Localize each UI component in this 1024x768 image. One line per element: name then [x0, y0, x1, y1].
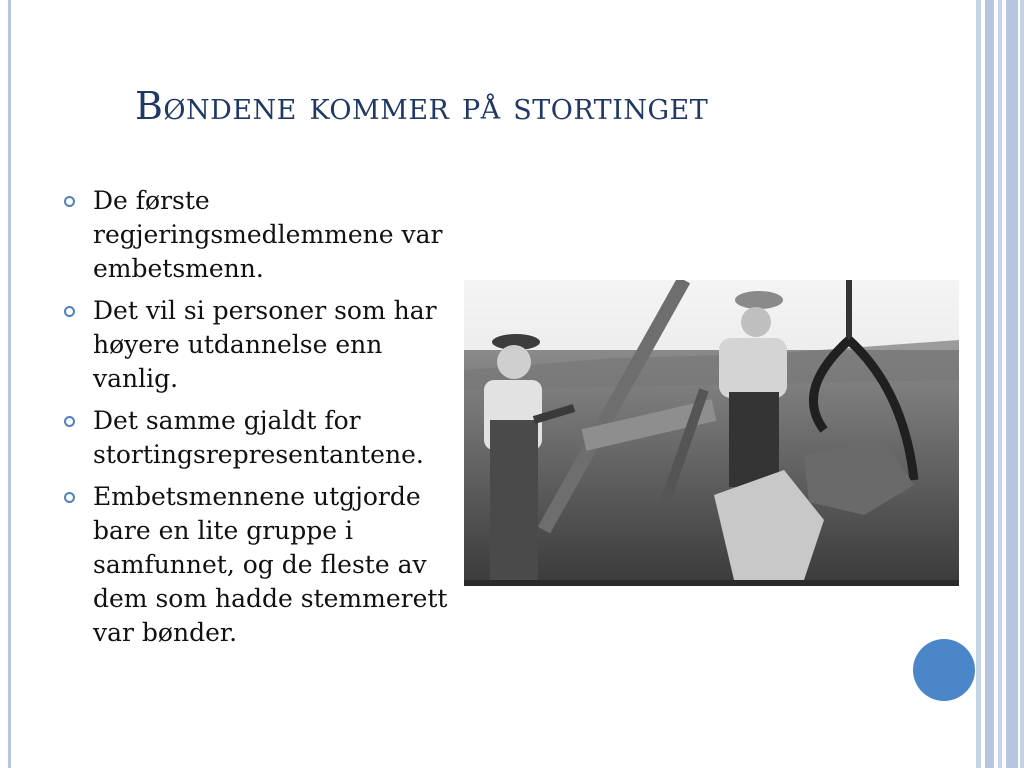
historical-photo	[464, 280, 959, 586]
bullet-text: Det samme gjaldt for stortingsrepresentantene.	[93, 406, 424, 469]
stripe	[1020, 0, 1024, 768]
photo-ground	[464, 580, 959, 586]
bullet-text: De første regjeringsmedlemmene var embetsmenn.	[93, 186, 443, 283]
bullet-item	[62, 480, 452, 650]
slide-title: Bøndene kommer på stortinget	[135, 84, 709, 128]
stripe	[998, 0, 1002, 768]
bullet-icon	[64, 196, 75, 207]
man-shirt	[719, 338, 787, 398]
bullet-item	[62, 404, 452, 472]
stripe	[985, 0, 994, 768]
stripe	[1006, 0, 1018, 768]
decorative-circle	[913, 639, 975, 701]
man-trousers	[729, 392, 779, 487]
bullet-list	[62, 184, 452, 658]
bullet-item	[62, 294, 452, 396]
bullet-item	[62, 184, 452, 286]
bullet-text: Det vil si personer som har høyere utdannelse enn vanlig.	[93, 296, 437, 393]
boy-overalls	[490, 420, 538, 580]
bullet-icon	[64, 416, 75, 427]
boy-head	[497, 345, 531, 379]
bullet-icon	[64, 492, 75, 503]
left-border-rule	[8, 0, 11, 768]
bullet-text: Embetsmennene utgjorde bare en lite gruppe i samfunnet, og de fleste av dem som hadde stemmerett var bønder.	[93, 482, 448, 647]
man-head	[741, 307, 771, 337]
bullet-icon	[64, 306, 75, 317]
decorative-stripes	[976, 0, 1024, 768]
man-hat	[735, 291, 783, 309]
stripe	[976, 0, 981, 768]
